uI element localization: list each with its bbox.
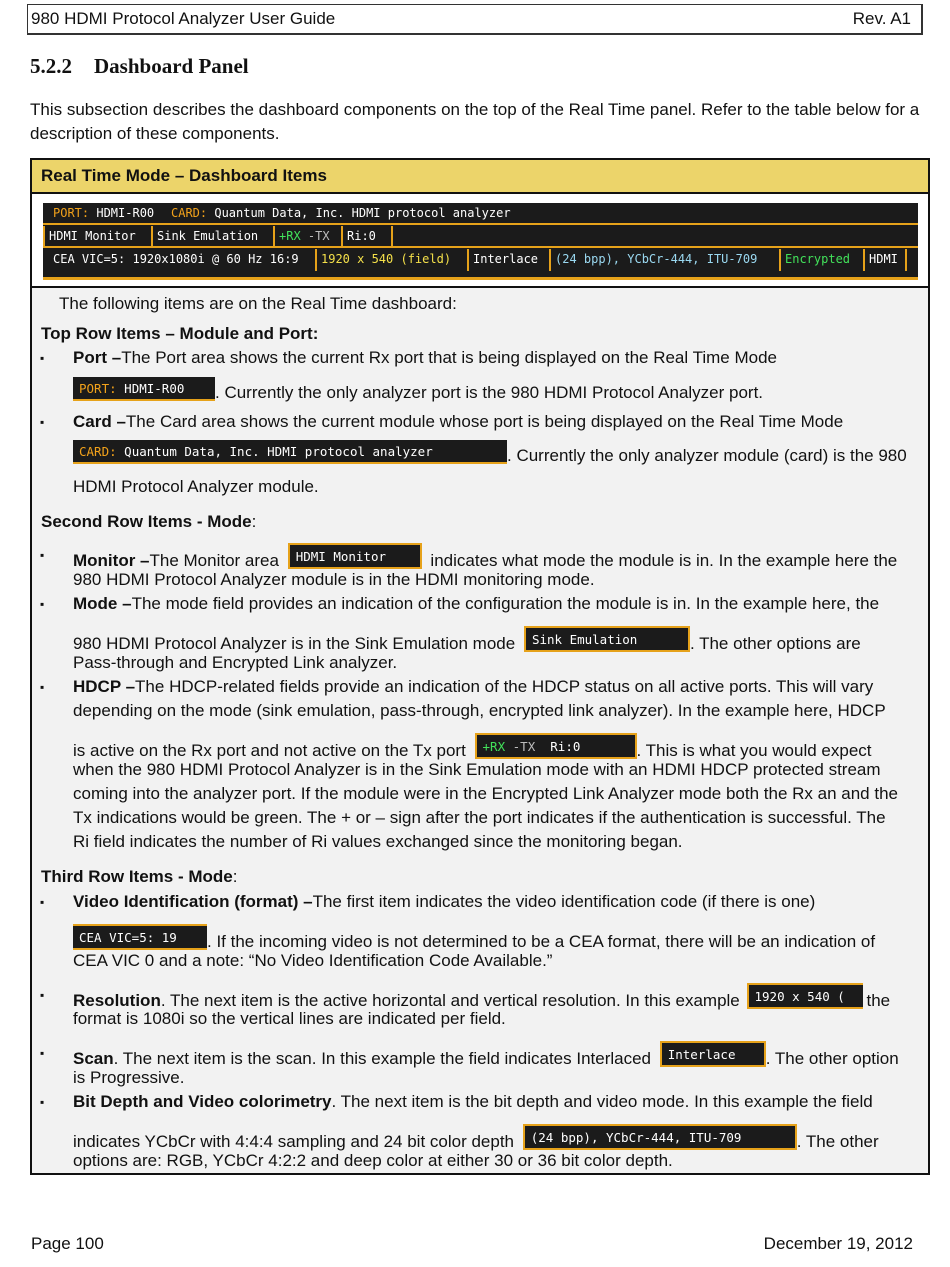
dash-port: PORT: HDMI-R00 [53, 206, 155, 220]
dashboard-row-3 [43, 249, 918, 271]
dash-vic: CEA VIC=5: 1920x1080i @ 60 Hz 16:9 [53, 252, 299, 266]
card-item: Card –The Card area shows the current module whose port is being displayed on the Real Time Mode [73, 412, 844, 431]
video-id-item-line2: CEA VIC=5: 19 . If the incoming video is not determined to be a CEA format, there will be an indication of [73, 924, 921, 954]
hdcp-item-line2: depending on the mode (sink emulation, pass-through, encrypted link analyzer). In the example here, HDCP [73, 701, 886, 720]
hdcp-chip: +RX -TX Ri:0 [475, 733, 637, 759]
resolution-item-line2: format is 1080i so the vertical lines are indicated per field. [73, 1009, 506, 1028]
hdcp-item-line7: Ri field indicates the number of Ri values exchanged since the monitoring began. [73, 832, 683, 851]
port-item: Port –The Port area shows the current Rx port that is being displayed on the Real Time Mode [73, 348, 777, 367]
dash-scan: Interlace [467, 249, 549, 271]
resolution-item: Resolution. The next item is the active horizontal and vertical resolution. In this example 1920 x 540 ( the [73, 983, 921, 1013]
port-item-line2: PORT: HDMI-R00 . Currently the only analyzer port is the 980 HDMI Protocol Analyzer port. [73, 377, 921, 405]
resolution-chip: 1920 x 540 ( [747, 983, 863, 1009]
bullet: ▪ [40, 988, 45, 1002]
bullet: ▪ [40, 895, 45, 909]
hdcp-item-line6: Tx indications would be green. The + or – sign after the port indicates if the authentication is successful. The [73, 808, 886, 827]
vic-chip: CEA VIC=5: 19 [73, 924, 207, 950]
table-title: Real Time Mode – Dashboard Items [32, 160, 928, 194]
dash-encrypted: Encrypted [779, 249, 863, 271]
third-row-heading: Third Row Items - Mode: [41, 867, 238, 886]
dashboard-screenshot [43, 203, 918, 280]
monitor-item-line2: 980 HDMI Protocol Analyzer module is in the HDMI monitoring mode. [73, 570, 595, 589]
monitor-item: Monitor –The Monitor area HDMI Monitor indicates what mode the module is in. In the example here the [73, 543, 921, 573]
dash-colorimetry: (24 bpp), YCbCr-444, ITU-709 [549, 249, 779, 271]
dash-ri: Ri:0 [341, 226, 393, 248]
section-heading [30, 54, 249, 79]
dash-mode: Sink Emulation [151, 226, 273, 248]
second-row-heading: Second Row Items - Mode: [41, 512, 257, 531]
dash-monitor: HDMI Monitor [43, 226, 151, 248]
dashboard-row-2 [43, 226, 918, 248]
colorimetry-chip: (24 bpp), YCbCr-444, ITU-709 [523, 1124, 797, 1150]
bullet: ▪ [40, 351, 45, 365]
bullet: ▪ [40, 1095, 45, 1109]
footer-page-number: Page 100 [31, 1234, 104, 1253]
monitor-chip: HDMI Monitor [288, 543, 422, 569]
mode-item-line3: Pass-through and Encrypted Link analyzer. [73, 653, 398, 672]
footer-date: December 19, 2012 [763, 1234, 913, 1253]
bit-depth-item-line2: indicates YCbCr with 4:4:4 sampling and 24 bit color depth (24 bpp), YCbCr-444, ITU-709 . The other [73, 1124, 921, 1154]
scan-chip: Interlace [660, 1041, 766, 1067]
bullet: ▪ [40, 548, 45, 562]
card-item-line2: CARD: Quantum Data, Inc. HDMI protocol analyzer . Currently the only analyzer module (card) is the 980 [73, 440, 921, 468]
hdcp-item: HDCP –The HDCP-related fields provide an indication of the HDCP status on all active ports. This will vary [73, 677, 874, 696]
header-title: 980 HDMI Protocol Analyzer User Guide [31, 9, 336, 28]
dash-resolution: 1920 x 540 (field) [315, 249, 467, 271]
bullet: ▪ [40, 415, 45, 429]
mode-item-line2: 980 HDMI Protocol Analyzer is in the Sink Emulation mode Sink Emulation . The other options are [73, 626, 921, 656]
bit-depth-item-line3: options are: RGB, YCbCr 4:2:2 and deep color at either 30 or 36 bit color depth. [73, 1151, 673, 1170]
dash-card: CARD: Quantum Data, Inc. HDMI protocol analyzer [171, 206, 511, 220]
bullet: ▪ [40, 1046, 45, 1060]
video-id-item: Video Identification (format) –The first item indicates the video identification code (if there is one) [73, 892, 816, 911]
card-chip: CARD: Quantum Data, Inc. HDMI protocol analyzer [73, 440, 507, 464]
bullet: ▪ [40, 597, 45, 611]
intro-paragraph: This subsection describes the dashboard components on the top of the Real Time panel. Refer to the table below for a description of these components. [30, 100, 920, 143]
mode-item: Mode –The mode field provides an indication of the configuration the module is in. In the example here, the [73, 594, 880, 613]
dashboard-row-1 [43, 203, 918, 225]
lead-text: The following items are on the Real Time dashboard: [59, 294, 457, 313]
header-revision: Rev. A1 [852, 9, 911, 28]
bit-depth-item: Bit Depth and Video colorimetry. The next item is the bit depth and video mode. In this example the field [73, 1092, 873, 1111]
bullet: ▪ [40, 680, 45, 694]
hdcp-item-line4: when the 980 HDMI Protocol Analyzer is in the Sink Emulation mode with an HDMI HDCP protected stream [73, 760, 881, 779]
section-number: 5.2.2 [30, 54, 72, 78]
dash-hdmi: HDMI [863, 249, 907, 271]
scan-item-line2: is Progressive. [73, 1068, 185, 1087]
hdcp-item-line5: coming into the analyzer port. If the module were in the Encrypted Link Analyzer mode both the Rx an and the [73, 784, 898, 803]
top-row-heading: Top Row Items – Module and Port: [41, 324, 319, 343]
hdcp-item-line3: is active on the Rx port and not active on the Tx port +RX -TX Ri:0 . This is what you would expect [73, 733, 921, 763]
page-header [27, 4, 923, 35]
dashboard-image-row [32, 194, 928, 288]
dashboard-items-table [30, 158, 930, 1175]
port-chip: PORT: HDMI-R00 [73, 377, 215, 401]
scan-item: Scan. The next item is the scan. In this example the field indicates Interlaced Interlace . The other option [73, 1041, 921, 1071]
video-id-item-line3: CEA VIC 0 and a note: “No Video Identification Code Available.” [73, 951, 553, 970]
card-item-line3: HDMI Protocol Analyzer module. [73, 477, 319, 496]
mode-chip: Sink Emulation [524, 626, 690, 652]
dash-hdcp: +RX -TX [273, 226, 341, 248]
section-title: Dashboard Panel [94, 54, 249, 78]
